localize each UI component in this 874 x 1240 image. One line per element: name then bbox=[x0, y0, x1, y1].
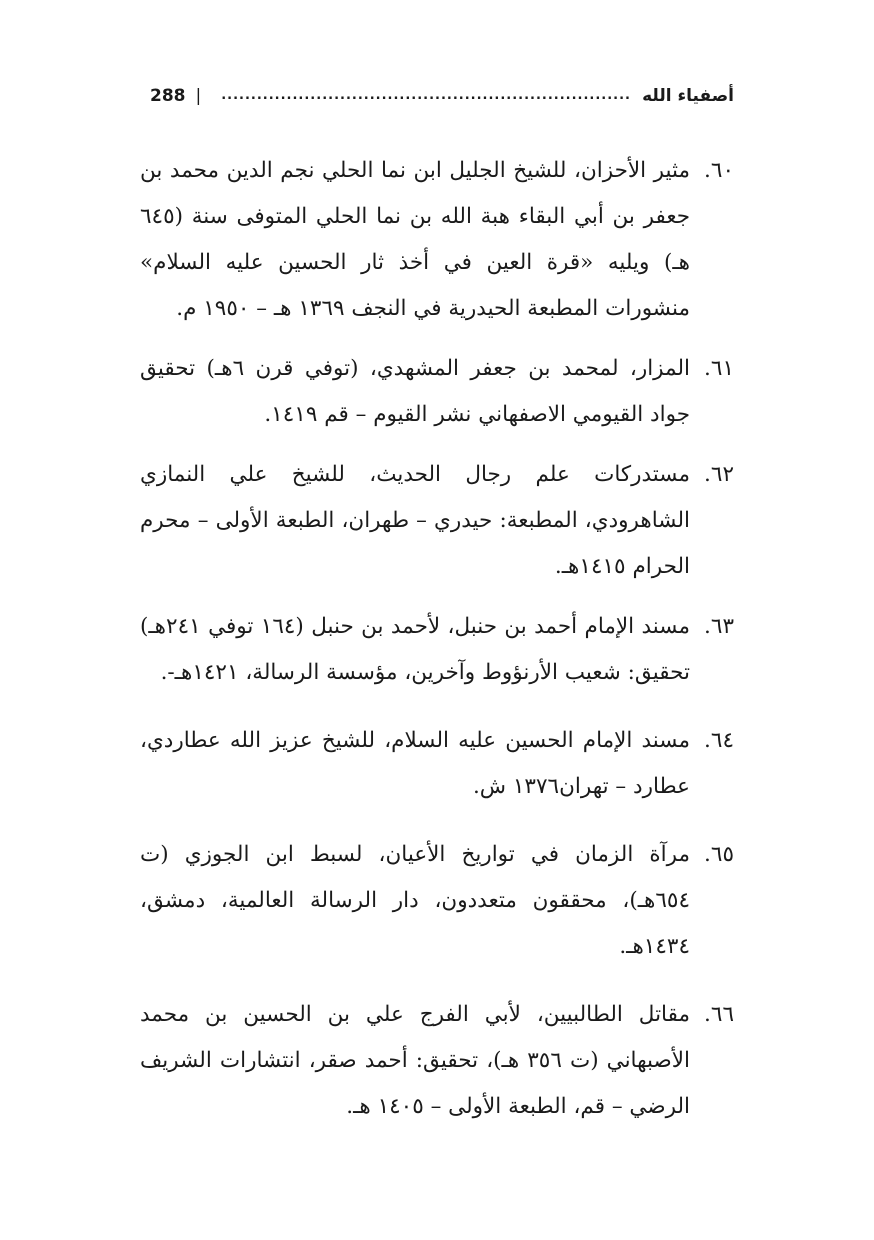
entry-text: مسند الإمام أحمد بن حنبل، لأحمد بن حنبل (١٦٤ توفي ٢٤١هـ) تحقيق: شعيب الأرنؤوط وآخرين، مؤسسة الرسالة، ١٤٢١هـ-. bbox=[140, 614, 690, 685]
bibliography-entry-66 bbox=[140, 992, 734, 1130]
bibliography-list bbox=[140, 148, 734, 1130]
entry-text: مرآة الزمان في تواريخ الأعيان، لسبط ابن الجوزي (ت ٦٥٤هـ)، محققون متعددون، دار الرسالة العالمية، دمشق، ١٤٣٤هـ. bbox=[140, 842, 690, 959]
page-number: 288 bbox=[150, 86, 186, 106]
entry-text: مثير الأحزان، للشيخ الجليل ابن نما الحلي نجم الدين محمد بن جعفر بن أبي البقاء هبة الله بن نما الحلي المتوفى سنة (٦٤٥ هـ) ويليه «قرة العين في أخذ ثار الحسين عليه السلام» منشورات المطبعة الحيدرية في النجف ١٣٦٩ هـ – ١٩٥٠ م. bbox=[140, 158, 690, 321]
entry-text: مقاتل الطالبيين، لأبي الفرج علي بن الحسين بن محمد الأصبهاني (ت ٣٥٦ هـ)، تحقيق: أحمد صقر، انتشارات الشريف الرضي – قم، الطبعة الأولى – ١٤٠٥ هـ. bbox=[140, 1002, 690, 1119]
entry-text: المزار، لمحمد بن جعفر المشهدي، (توفي قرن ٦هـ) تحقيق جواد القيومي الاصفهاني نشر القيوم – قم ١٤١٩. bbox=[140, 356, 691, 427]
dot-leader bbox=[221, 89, 632, 103]
entry-number: ٦١. bbox=[704, 356, 734, 381]
entry-number: ٦٢. bbox=[704, 462, 734, 487]
bibliography-entry-65 bbox=[140, 832, 734, 970]
running-header bbox=[150, 82, 734, 110]
entry-number: ٦٦. bbox=[704, 1002, 734, 1027]
header-separator: | bbox=[195, 86, 202, 106]
bibliography-entry-60 bbox=[140, 148, 734, 332]
entry-number: ٦٤. bbox=[704, 728, 734, 753]
bibliography-entry-62 bbox=[140, 452, 734, 590]
entry-text: مستدركات علم رجال الحديث، للشيخ علي النمازي الشاهرودي، المطبعة: حيدري – طهران، الطبعة الأولى – محرم الحرام ١٤١٥هـ. bbox=[140, 462, 690, 579]
entry-number: ٦٥. bbox=[704, 842, 734, 867]
entry-number: ٦٠. bbox=[704, 158, 734, 183]
book-title: أصفياء الله bbox=[642, 86, 734, 106]
entry-number: ٦٣. bbox=[704, 614, 734, 639]
entry-text: مسند الإمام الحسين عليه السلام، للشيخ عزيز الله عطاردي، عطارد – تهران١٣٧٦ ش. bbox=[140, 728, 690, 799]
bibliography-entry-64 bbox=[140, 718, 734, 810]
bibliography-entry-61 bbox=[140, 346, 734, 438]
bibliography-entry-63 bbox=[140, 604, 734, 696]
